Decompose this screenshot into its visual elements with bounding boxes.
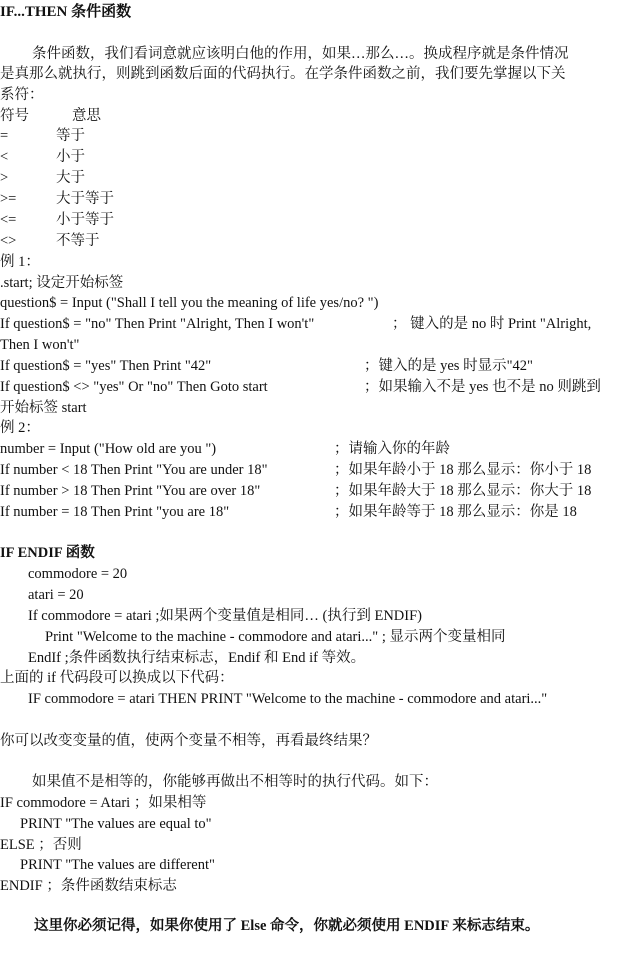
text-line: 如果值不是相等的，你能够再做出不相等时的执行代码。如下： [32, 774, 438, 790]
intro-line-2: 是真那么就执行，则跳到函数后面的代码执行。在学条件函数之前，我们要先掌握以下关 [0, 66, 566, 82]
code-line: ELSE ；否则 [0, 837, 82, 853]
code-line: Print "Welcome to the machine - commodore and atari..." ; 显示两个变量相同 [45, 629, 506, 645]
final-note: 这里你必须记得，如果你使用了 Else 命令，你就必须使用 ENDIF 来标志结束。 [34, 918, 540, 934]
section-title-endif: IF ENDIF 函数 [0, 545, 95, 561]
code-text: If question$ = "no" Then Print "Alright, Then I won't" [0, 316, 315, 332]
symbol-value: <> [0, 233, 17, 249]
code-comment: ；如果年龄大于 18 那么显示：你大于 18 [334, 483, 592, 499]
symbol-row [0, 189, 114, 210]
example1-question: question$ = Input ("Shall I tell you the meaning of life yes/no? ") [0, 295, 379, 311]
code-text: If number > 18 Then Print "You are over 18" [0, 483, 261, 499]
code-line: atari = 20 [28, 587, 84, 603]
symbol-row [0, 210, 114, 231]
code-row-continuation: 开始标签 start [0, 400, 87, 416]
code-text: If number < 18 Then Print "You are under 18" [0, 462, 268, 478]
symbol-row [0, 147, 85, 168]
code-comment: ； 键入的是 no 时 Print "Alright, [392, 316, 592, 332]
code-line: commodore = 20 [28, 566, 128, 582]
code-comment: ；如果年龄等于 18 那么显示：你是 18 [334, 504, 577, 520]
text-line: 你可以改变变量的值，使两个变量不相等，再看最终结果？ [0, 733, 377, 749]
code-text: If question$ <> "yes" Or "no" Then Goto start [0, 379, 268, 395]
symbols-header-symbol: 符号 [0, 108, 29, 124]
code-comment: ；键入的是 yes 时显示"42" [364, 358, 533, 374]
symbol-value: <= [0, 212, 17, 228]
code-line: IF commodore = Atari ；如果相等 [0, 795, 207, 811]
symbol-row [0, 126, 85, 147]
code-comment: ；如果输入不是 yes 也不是 no 则跳到 [364, 379, 601, 395]
symbol-value: < [0, 149, 9, 165]
code-line: ENDIF ；条件函数结束标志 [0, 878, 177, 894]
symbol-meaning: 大于 [56, 170, 85, 186]
symbol-meaning: 小于等于 [56, 212, 114, 228]
code-line: IF commodore = atari THEN PRINT "Welcome to the machine - commodore and atari..." [28, 691, 548, 707]
symbols-header-meaning: 意思 [72, 108, 101, 124]
symbol-meaning: 不等于 [56, 233, 100, 249]
symbols-header [0, 106, 101, 127]
code-line: EndIf ;条件函数执行结束标志，Endif 和 End if 等效。 [28, 650, 366, 666]
symbol-value: = [0, 128, 9, 144]
code-text: If question$ = "yes" Then Print "42" [0, 358, 212, 374]
example1-label: 例 1： [0, 254, 40, 270]
code-text: If number = 18 Then Print "you are 18" [0, 504, 230, 520]
example1-start: .start; 设定开始标签 [0, 275, 124, 291]
code-row-continuation: Then I won't" [0, 337, 80, 353]
code-line: If commodore = atari ;如果两个变量值是相同… (执行到 ENDIF) [28, 608, 422, 624]
code-comment: ；如果年龄小于 18 那么显示：你小于 18 [334, 462, 592, 478]
section-title-if-then: IF...THEN 条件函数 [0, 4, 132, 20]
text-line: 上面的 if 代码段可以换成以下代码： [0, 670, 234, 686]
code-line: PRINT "The values are equal to" [20, 816, 212, 832]
code-comment: ；请输入你的年龄 [334, 441, 450, 457]
symbol-value: >= [0, 191, 17, 207]
example2-label: 例 2： [0, 420, 40, 436]
symbol-row [0, 231, 100, 252]
symbol-meaning: 等于 [56, 128, 85, 144]
symbol-meaning: 大于等于 [56, 191, 114, 207]
code-text: number = Input ("How old are you ") [0, 441, 217, 457]
symbol-meaning: 小于 [56, 149, 85, 165]
code-line: PRINT "The values are different" [20, 857, 215, 873]
intro-line-3: 系符： [0, 87, 44, 103]
symbol-row [0, 168, 85, 189]
intro-line-1: 条件函数，我们看词意就应该明白他的作用，如果…那么…。换成程序就是条件情况 [32, 46, 569, 62]
symbol-value: > [0, 170, 9, 186]
